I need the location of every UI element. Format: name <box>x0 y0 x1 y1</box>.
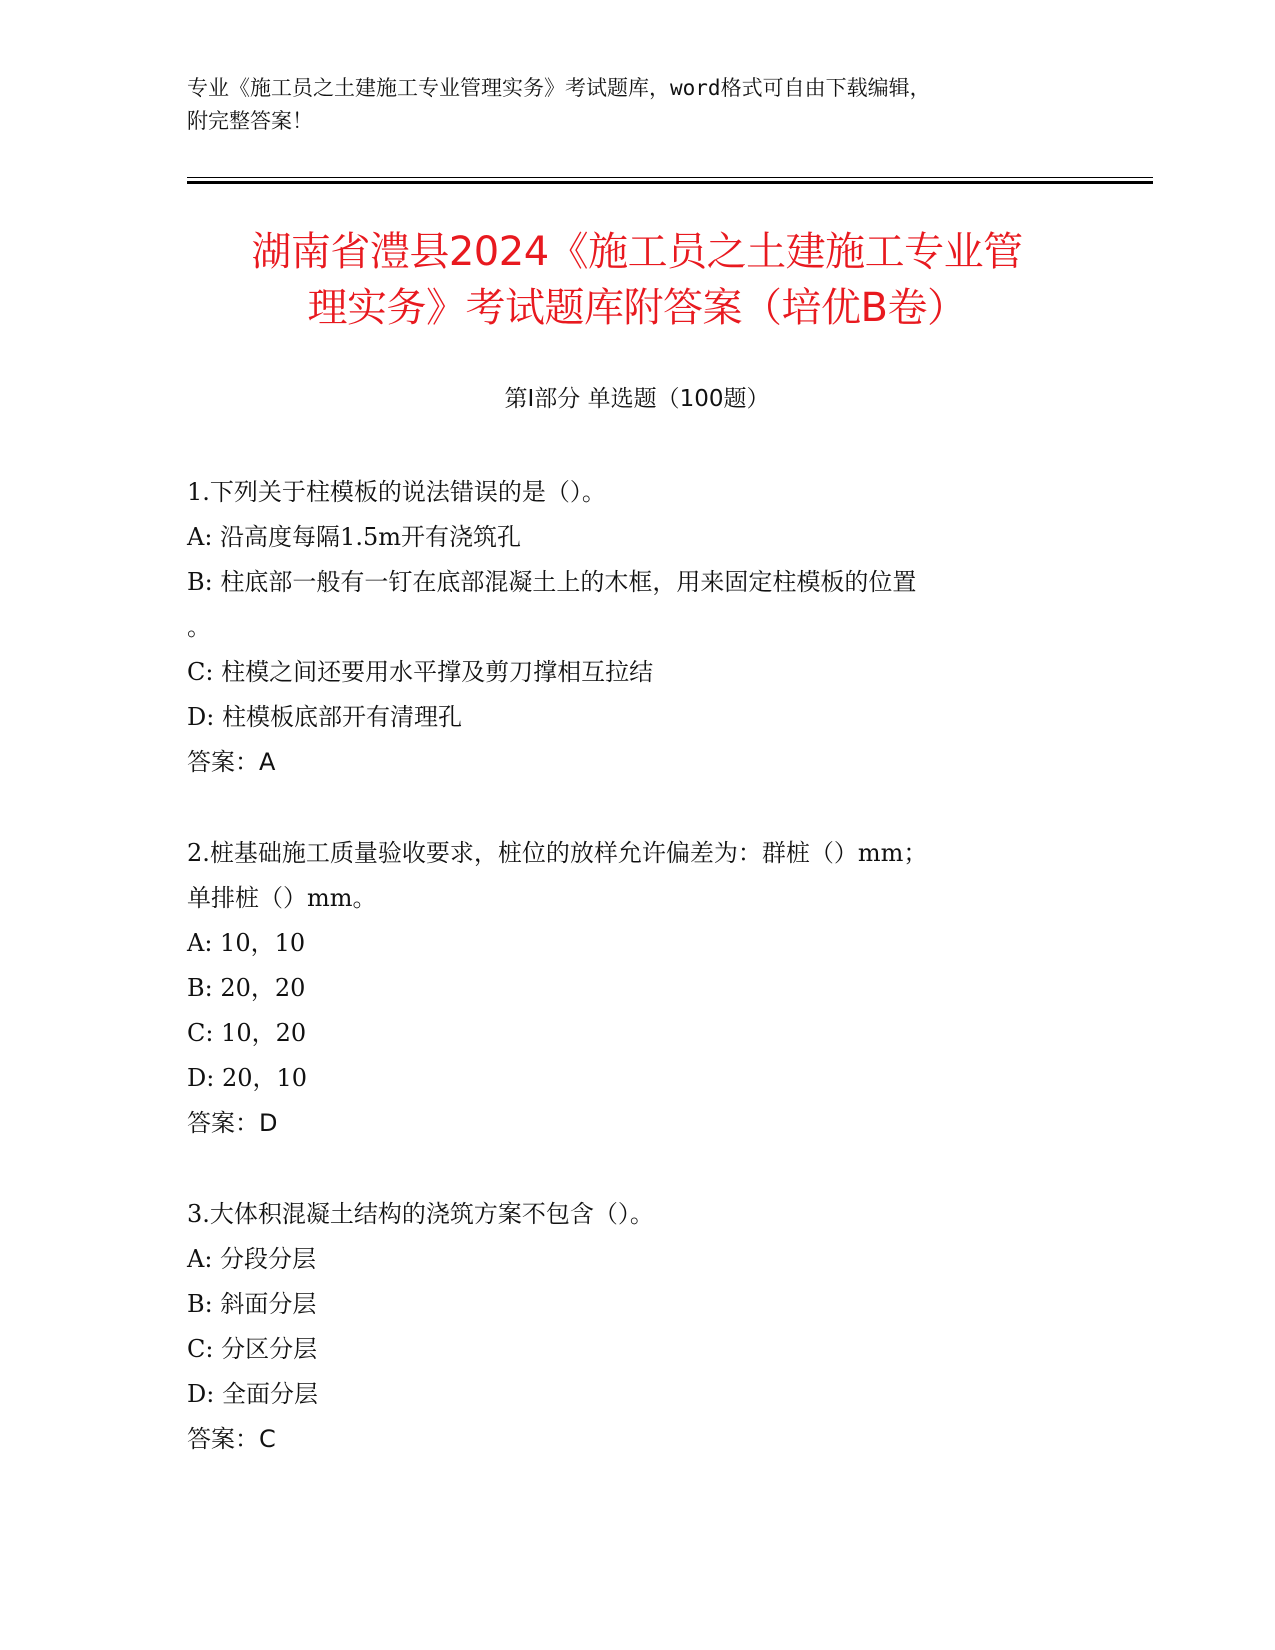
option-a: A: 沿高度每隔1.5m开有浇筑孔 <box>187 523 521 551</box>
option-c: C: 分区分层 <box>187 1335 318 1363</box>
option-b: B: 斜面分层 <box>187 1290 317 1318</box>
question-2 <box>187 831 1087 1146</box>
question-stem: 3.大体积混凝土结构的浇筑方案不包含（）。 <box>187 1200 654 1228</box>
document-title <box>187 224 1087 336</box>
option-d: D: 全面分层 <box>187 1380 318 1408</box>
option-b: B: 柱底部一般有一钉在底部混凝土上的木框，用来固定柱模板的位置 <box>187 568 917 596</box>
question-stem: 1.下列关于柱模板的说法错误的是（）。 <box>187 478 606 506</box>
document-title-line-2: 理实务》考试题库附答案（培优B卷） <box>307 285 967 331</box>
section-heading: 第Ⅰ部分 单选题（100题） <box>504 386 770 412</box>
option-a: A: 10，10 <box>187 929 306 957</box>
answer-line: 答案：D <box>187 1109 278 1137</box>
option-b-continuation: 。 <box>187 613 211 641</box>
header-divider-thin <box>187 177 1153 178</box>
option-d: D: 柱模板底部开有清理孔 <box>187 703 462 731</box>
question-1 <box>187 470 1087 785</box>
header-note <box>187 72 1077 138</box>
option-a: A: 分段分层 <box>187 1245 317 1273</box>
question-stem: 2.桩基础施工质量验收要求，桩位的放样允许偏差为：群桩（）mm； <box>187 839 928 867</box>
answer-line: 答案：A <box>187 748 276 776</box>
header-note-line-2: 附完整答案！ <box>187 109 313 133</box>
option-d: D: 20，10 <box>187 1064 308 1092</box>
option-c: C: 10，20 <box>187 1019 307 1047</box>
document-title-line-1: 湖南省澧县2024《施工员之土建施工专业管 <box>251 229 1023 275</box>
option-b: B: 20，20 <box>187 974 306 1002</box>
question-3 <box>187 1192 1087 1462</box>
header-divider-thick <box>187 181 1153 184</box>
answer-line: 答案：C <box>187 1425 276 1453</box>
option-c: C: 柱模之间还要用水平撑及剪刀撑相互拉结 <box>187 658 654 686</box>
question-stem-continuation: 单排桩（）mm。 <box>187 884 377 912</box>
question-list <box>187 470 1087 1508</box>
header-note-line-1: 专业《施工员之土建施工专业管理实务》考试题库，word格式可自由下载编辑， <box>187 76 931 100</box>
